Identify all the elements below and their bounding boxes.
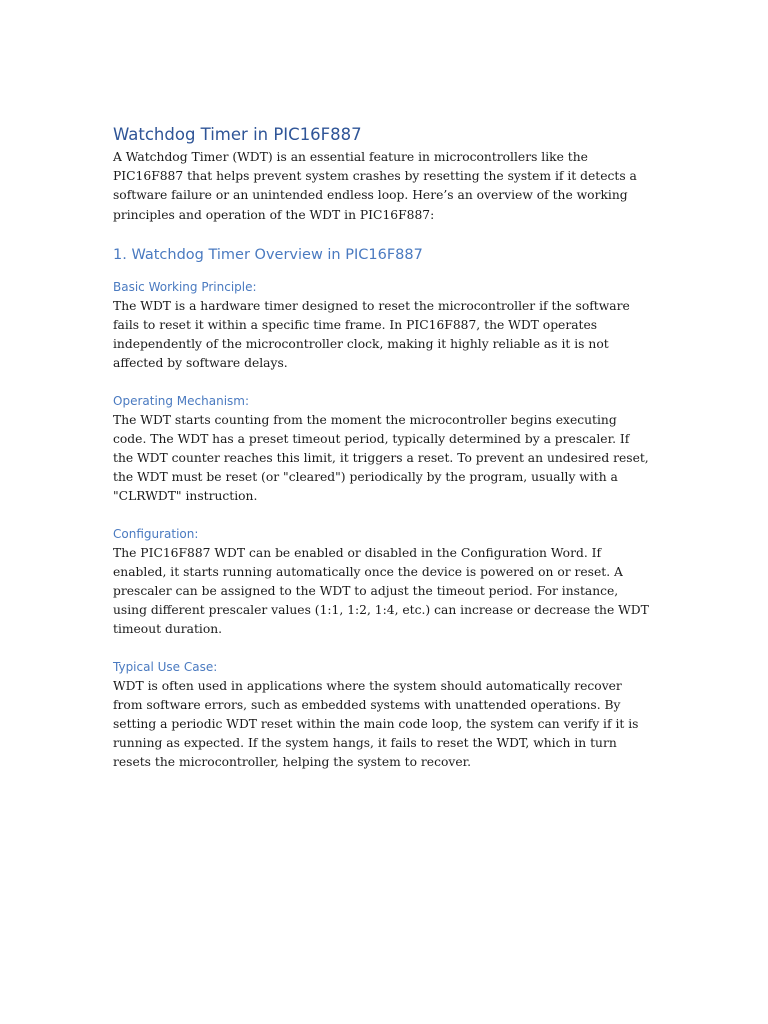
- subsection-heading-operating-mechanism: Operating Mechanism:: [113, 393, 250, 408]
- document-title: Watchdog Timer in PIC16F887: [113, 125, 362, 144]
- document-content: [113, 124, 653, 773]
- paragraph-configuration: The PIC16F887 WDT can be enabled or disabled in the Configuration Word. If enabled, it starts running automatically once the device is powered on or reset. A prescaler can be assigned to the WDT to adjust the timeout period. For instance, using different prescaler values (1:1, 1:2, 1:4, etc.) can increase or decrease the WDT timeout duration.: [113, 545, 649, 637]
- subsection-heading-configuration: Configuration:: [113, 526, 199, 541]
- intro-paragraph: A Watchdog Timer (WDT) is an essential feature in microcontrollers like the PIC16F887 that helps prevent system crashes by resetting the system if it detects a software failure or an unintended endless loop. Here’s an overview of the working principles and operation of the WDT in PIC16F887:: [113, 150, 637, 222]
- section-heading: 1. Watchdog Timer Overview in PIC16F887: [113, 246, 423, 263]
- subsection-heading-basic-working-principle: Basic Working Principle:: [113, 279, 257, 294]
- paragraph-typical-use-case: WDT is often used in applications where the system should automatically recover from software errors, such as embedded systems with unattended operations. By setting a periodic WDT reset within the main code loop, the system can verify if it is running as expected. If the system hangs, it fails to reset the WDT, which in turn resets the microcontroller, helping the system to recover.: [113, 678, 639, 770]
- paragraph-basic-working-principle: The WDT is a hardware timer designed to reset the microcontroller if the software fails to reset it within a specific time frame. In PIC16F887, the WDT operates independently of the microcontroller clock, making it highly reliable as it is not affected by software delays.: [113, 298, 630, 371]
- subsection-heading-typical-use-case: Typical Use Case:: [113, 659, 218, 674]
- paragraph-operating-mechanism: The WDT starts counting from the moment the microcontroller begins executing code. The WDT has a preset timeout period, typically determined by a prescaler. If the WDT counter reaches this limit, it triggers a reset. To prevent an undesired reset, the WDT must be reset (or "cleared") periodically by the program, usually with a "CLRWDT" instruction.: [113, 412, 649, 504]
